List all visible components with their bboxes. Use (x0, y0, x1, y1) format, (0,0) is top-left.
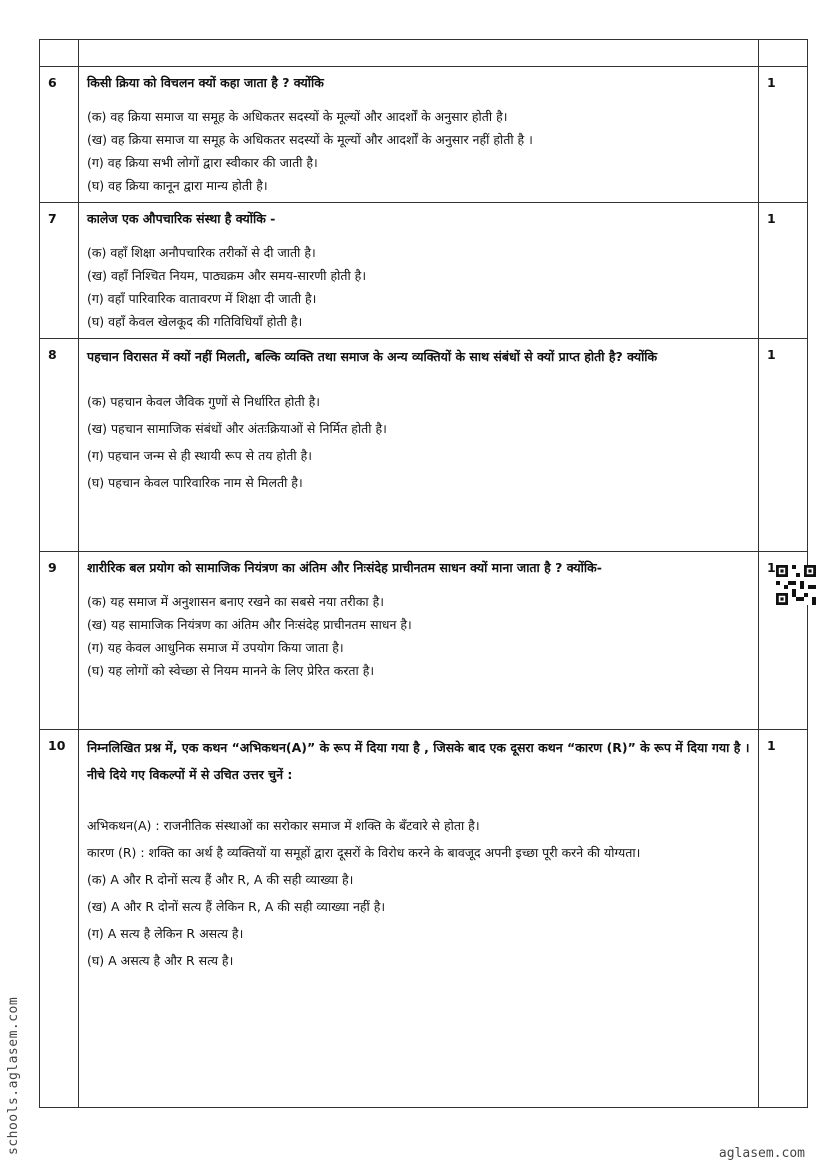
question-cell (79, 339, 759, 552)
option-ka: (क) वह क्रिया समाज या समूह के अधिकतर सदस्यों के मूल्यों और आदर्शों के अनुसार होती है। (87, 109, 508, 124)
table-header-row (40, 40, 808, 67)
question-row-8 (40, 339, 808, 552)
option-ga: (ग) वह क्रिया सभी लोगों द्वारा स्वीकार की जाती है। (87, 155, 318, 170)
question-table (39, 39, 808, 1108)
question-text: निम्नलिखित प्रश्न में, एक कथन “अभिकथन(A)” के रूप में दिया गया है , जिसके बाद एक दूसरा कथन “कारण (R)” के रूप में दिया गया है । नीचे दिये गए विकल्पों में से उचित उत्तर चुनें : (87, 740, 750, 782)
header-marks-cell (759, 40, 808, 67)
question-cell (79, 203, 759, 339)
option-gha: (घ) वहाँ केवल खेलकूद की गतिविधियाँ होती है। (87, 314, 303, 329)
question-number: 6 (40, 67, 79, 203)
question-number: 9 (40, 552, 79, 730)
option-kha: (ख) A और R दोनों सत्य हैं लेकिन R, A की सही व्याख्या नहीं है। (87, 899, 386, 914)
option-kha: (ख) वहाँ निश्चित नियम, पाठ्यक्रम और समय-सारणी होती है। (87, 268, 367, 283)
option-ka: (क) पहचान केवल जैविक गुणों से निर्धारित होती है। (87, 394, 321, 409)
assertion-text: अभिकथन(A) : राजनीतिक संस्थाओं का सरोकार समाज में शक्ति के बँटवारे से होता है। (87, 818, 480, 833)
option-ga: (ग) A सत्य है लेकिन R असत्य है। (87, 926, 244, 941)
question-marks: 1 (759, 67, 808, 203)
question-row-6 (40, 67, 808, 203)
header-number-cell (40, 40, 79, 67)
option-gha: (घ) यह लोगों को स्वेच्छा से नियम मानने के लिए प्रेरित करता है। (87, 663, 375, 678)
option-ka: (क) वहाँ शिक्षा अनौपचारिक तरीकों से दी जाती है। (87, 245, 316, 260)
option-ga: (ग) वहाँ पारिवारिक वातावरण में शिक्षा दी जाती है। (87, 291, 317, 306)
option-kha: (ख) पहचान सामाजिक संबंधों और अंतःक्रियाओं से निर्मित होती है। (87, 421, 387, 436)
question-text: कालेज एक औपचारिक संस्था है क्योंकि - (87, 211, 276, 226)
question-cell (79, 552, 759, 730)
question-text: किसी क्रिया को विचलन क्यों कहा जाता है ? क्योंकि (87, 75, 324, 90)
question-text: शारीरिक बल प्रयोग को सामाजिक नियंत्रण का अंतिम और निःसंदेह प्राचीनतम साधन क्यों माना जाता है ? क्योंकि- (87, 560, 602, 575)
question-marks: 1 (759, 552, 808, 730)
option-kha: (ख) वह क्रिया समाज या समूह के अधिकतर सदस्यों के मूल्यों और आदर्शों के अनुसार नहीं होती है । (87, 132, 533, 147)
header-question-cell (79, 40, 759, 67)
option-gha: (घ) पहचान केवल पारिवारिक नाम से मिलती है। (87, 475, 303, 490)
watermark-right: aglasem.com (718, 1146, 805, 1161)
option-gha: (घ) वह क्रिया कानून द्वारा मान्य होती है। (87, 178, 268, 193)
question-number: 7 (40, 203, 79, 339)
question-row-10 (40, 730, 808, 1108)
reason-text: कारण (R) : शक्ति का अर्थ है व्यक्तियों या समूहों द्वारा दूसरों के विरोध करने के बावजूद अपनी इच्छा पूरी करने की योग्यता। (87, 845, 641, 860)
question-marks: 1 (759, 339, 808, 552)
question-row-7 (40, 203, 808, 339)
option-ga: (ग) पहचान जन्म से ही स्थायी रूप से तय होती है। (87, 448, 313, 463)
question-marks: 1 (759, 730, 808, 1108)
question-cell (79, 730, 759, 1108)
option-kha: (ख) यह सामाजिक नियंत्रण का अंतिम और निःसंदेह प्राचीनतम साधन है। (87, 617, 412, 632)
question-number: 10 (40, 730, 79, 1108)
question-text: पहचान विरासत में क्यों नहीं मिलती, बल्कि व्यक्ति तथा समाज के अन्य व्यक्तियों के साथ संबंधों से क्यों प्राप्त होती है? क्योंकि (87, 349, 658, 364)
question-number: 8 (40, 339, 79, 552)
qr-code-icon (776, 565, 816, 605)
watermark-left: schools.aglasem.com (6, 996, 21, 1155)
question-marks: 1 (759, 203, 808, 339)
option-ka: (क) यह समाज में अनुशासन बनाए रखने का सबसे नया तरीका है। (87, 594, 384, 609)
question-row-9 (40, 552, 808, 730)
question-cell (79, 67, 759, 203)
option-gha: (घ) A असत्य है और R सत्य है। (87, 953, 234, 968)
option-ka: (क) A और R दोनों सत्य हैं और R, A की सही व्याख्या है। (87, 872, 354, 887)
option-ga: (ग) यह केवल आधुनिक समाज में उपयोग किया जाता है। (87, 640, 344, 655)
